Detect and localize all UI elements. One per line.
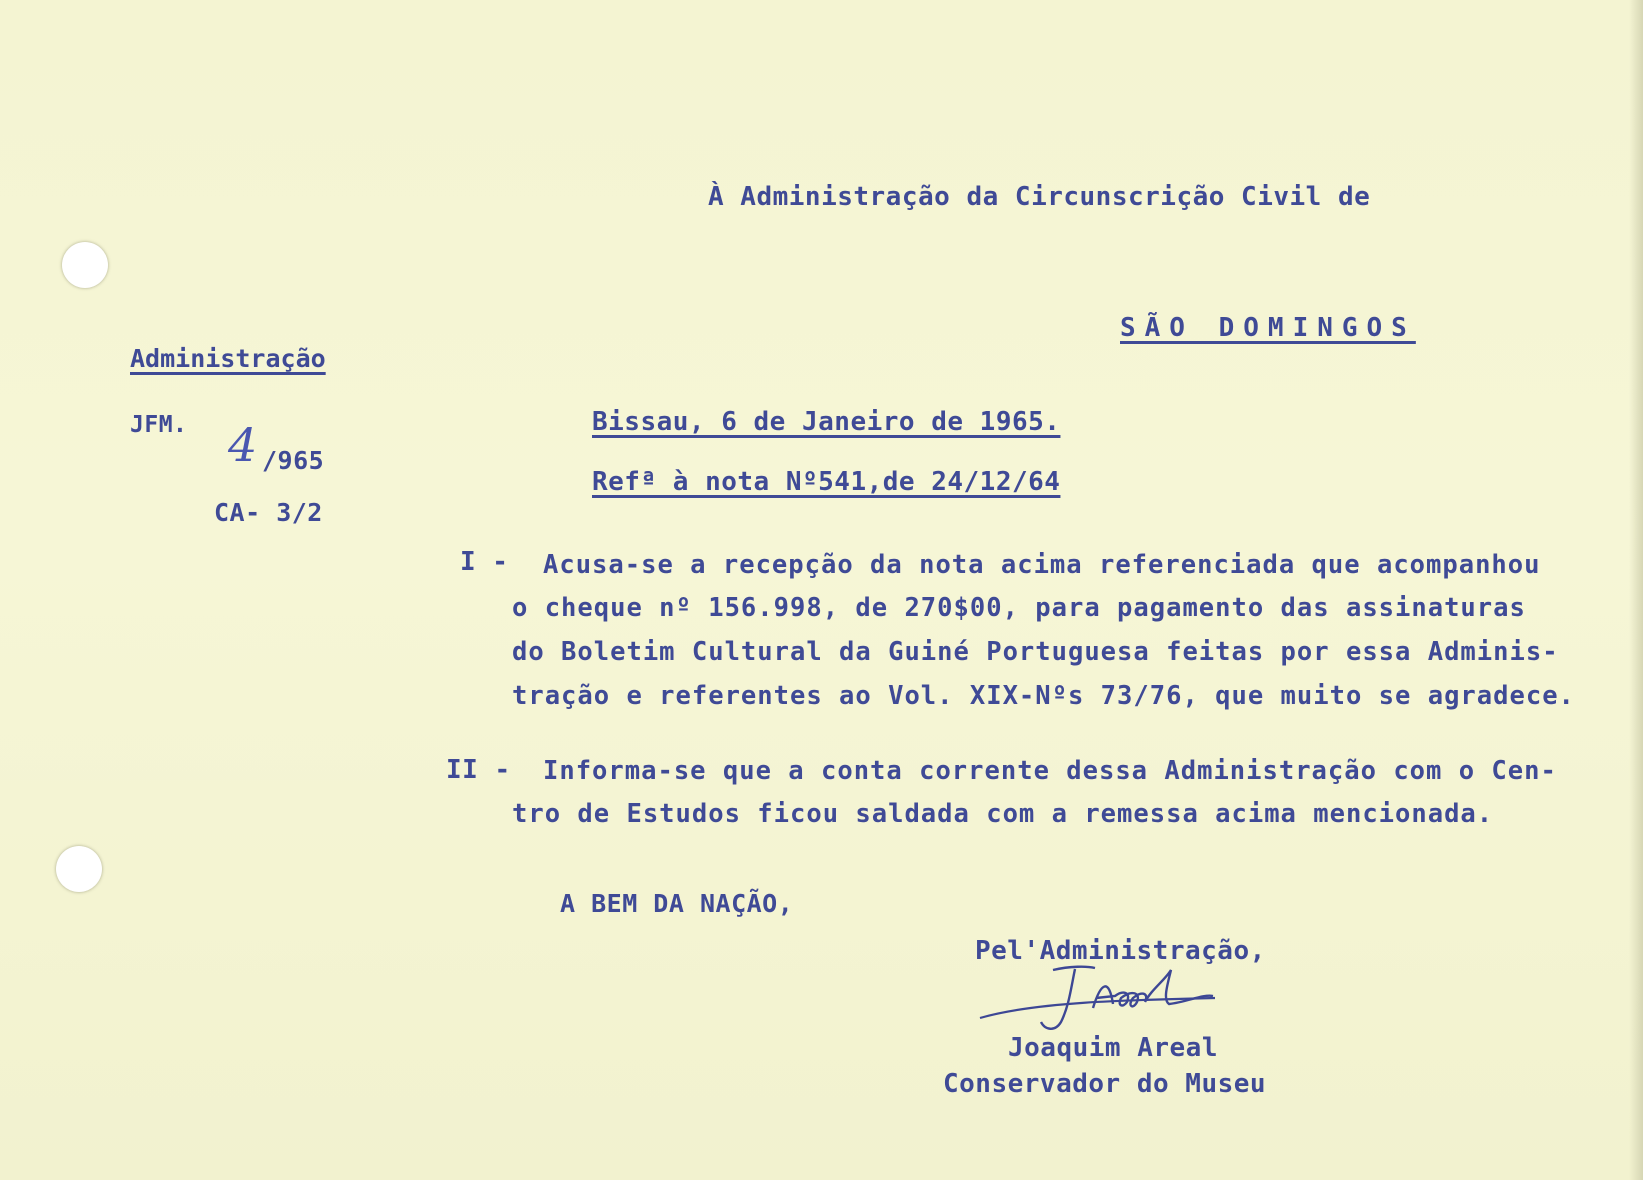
paragraph-line: tro de Estudos ficou saldada com a remessa acima mencionada. [512, 799, 1494, 829]
punch-hole-bottom [56, 846, 102, 892]
reference-code: CA- 3/2 [214, 498, 323, 527]
paragraph-line: Informa-se que a conta corrente dessa Administração com o Cen- [543, 756, 1557, 786]
closing-salutation: A BEM DA NAÇÃO, [560, 889, 794, 918]
reference-line: Refª à nota Nº541,de 24/12/64 [592, 467, 1061, 497]
handwritten-number: 4 [228, 418, 258, 472]
signoff-line: Pel'Administração, [975, 936, 1266, 966]
signer-name: Joaquim Areal [1008, 1033, 1218, 1063]
paragraph-marker: I - [460, 547, 509, 577]
paragraph-marker: II - [446, 755, 511, 785]
paragraph-line: do Boletim Cultural da Guiné Portuguesa feitas por essa Adminis- [512, 637, 1559, 667]
recipient-heading: À Administração da Circunscrição Civil de [708, 182, 1371, 212]
sender-department: Administração [130, 344, 326, 373]
reference-year: /965 [262, 446, 325, 475]
reference-prefix: JFM. [130, 412, 188, 438]
paper-edge [1629, 0, 1643, 1180]
punch-hole-top [62, 242, 108, 288]
date-line: Bissau, 6 de Janeiro de 1965. [592, 407, 1061, 437]
recipient-place: SÃO DOMINGOS [1120, 313, 1416, 343]
signer-title: Conservador do Museu [943, 1069, 1267, 1099]
paragraph-line: Acusa-se a recepção da nota acima referenciada que acompanhou [543, 550, 1541, 580]
paragraph-line: o cheque nº 156.998, de 270$00, para pagamento das assinaturas [512, 593, 1526, 623]
paragraph-line: tração e referentes ao Vol. XIX-Nºs 73/76, que muito se agradece. [512, 681, 1575, 711]
